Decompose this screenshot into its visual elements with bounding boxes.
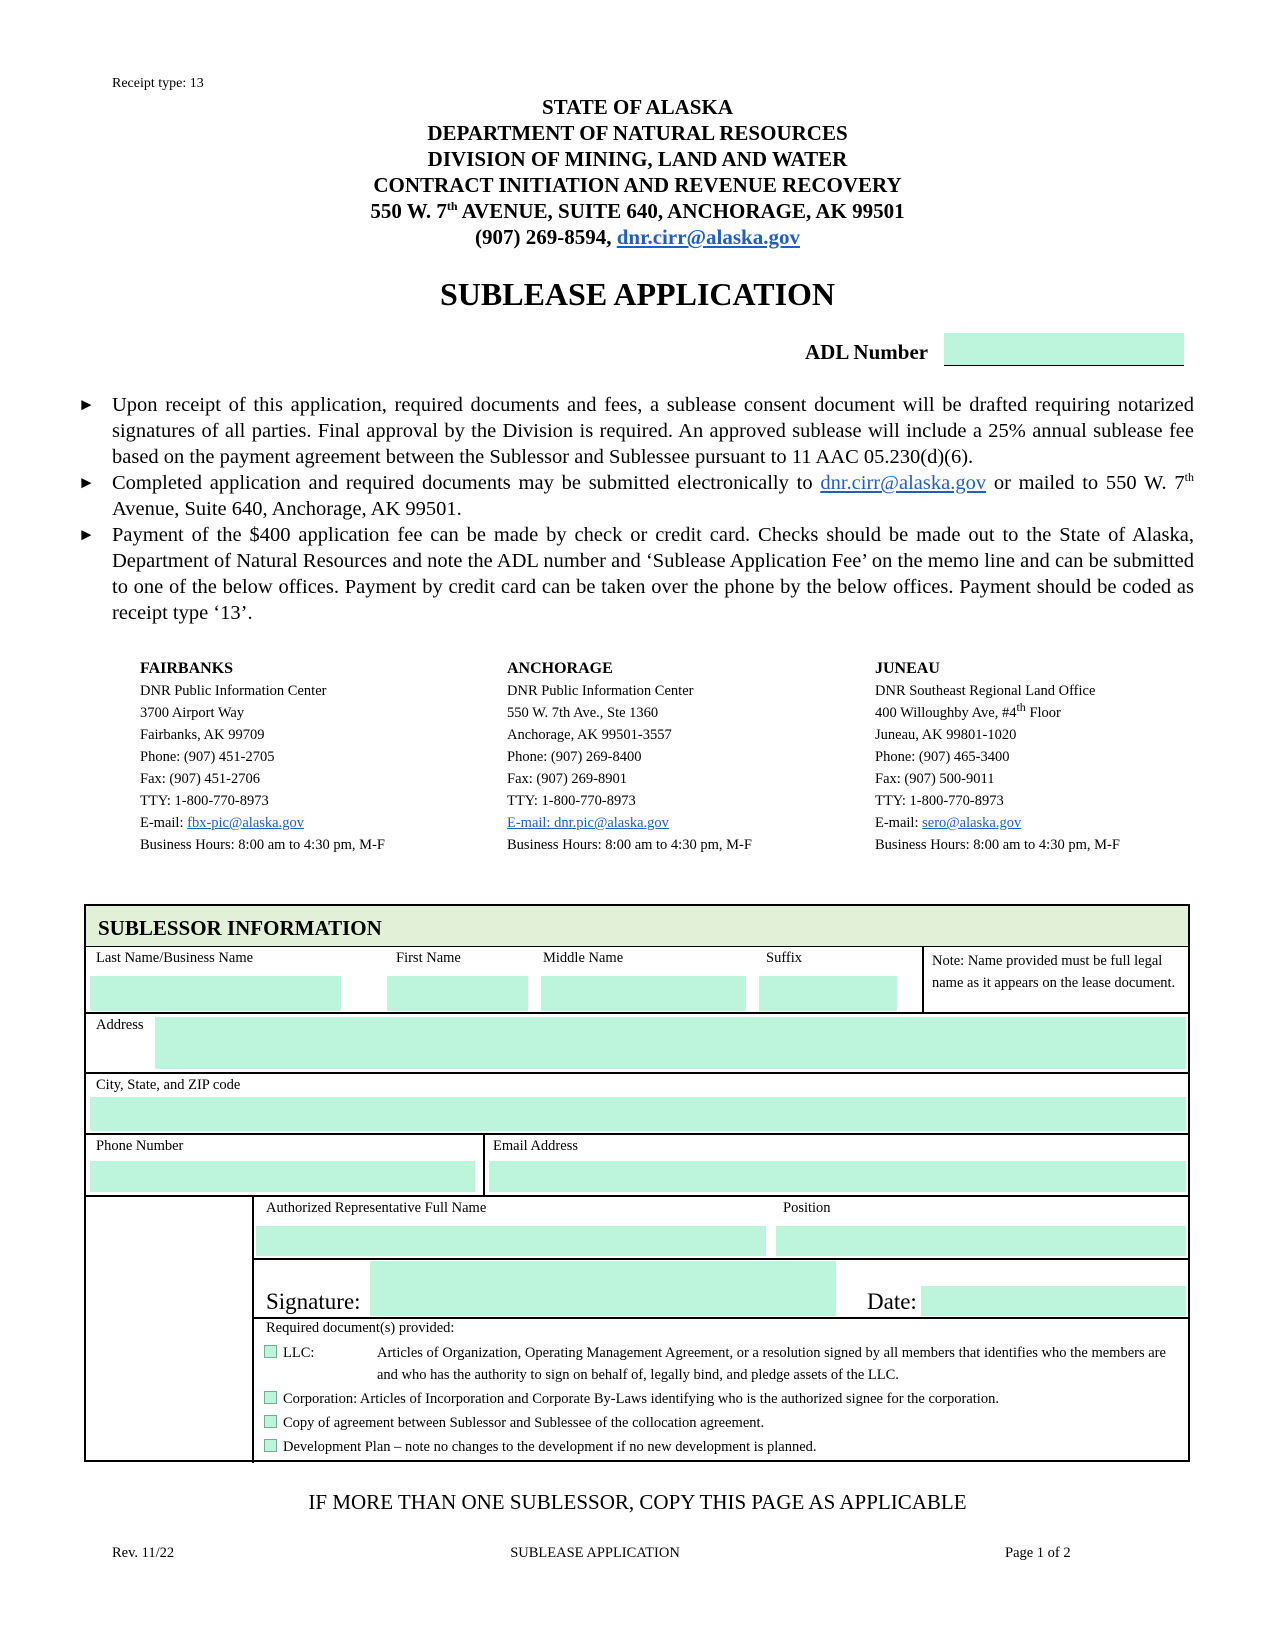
instruction-text-pre: Completed application and required documents may be submitted electronically to bbox=[112, 472, 821, 494]
doc-llc-text: Articles of Organization, Operating Management Agreement, or a resolution signed by all members that identifies who the members are and who has the authority to sign on behalf of, legally bind, and pledge assets of the LLC. bbox=[377, 1345, 1166, 1383]
first-name-label: First Name bbox=[396, 950, 461, 966]
left-column-divider bbox=[252, 1195, 254, 1463]
rep-name-input[interactable] bbox=[256, 1226, 766, 1256]
doc-agreement-row bbox=[264, 1412, 1184, 1434]
corporation-text: Corporation: Articles of Incorporation and Corporate By-Laws identifying who is the authorized signee for the corporation. bbox=[283, 1391, 999, 1407]
instruction-item bbox=[78, 392, 1194, 470]
office-name: ANCHORAGE bbox=[507, 660, 613, 677]
rep-name-label: Authorized Representative Full Name bbox=[266, 1200, 487, 1216]
position-input[interactable] bbox=[776, 1226, 1186, 1256]
header-address-pre: 550 W. 7 bbox=[370, 199, 447, 223]
office-phone: Phone: (907) 451-2705 bbox=[140, 749, 275, 765]
office-hours: Business Hours: 8:00 am to 4:30 pm, M-F bbox=[507, 837, 752, 853]
dev-plan-text: Development Plan – note no changes to the development if no new development is planned. bbox=[283, 1439, 817, 1455]
section-header bbox=[86, 906, 1188, 947]
email-address-input[interactable] bbox=[489, 1161, 1186, 1192]
header-phone: (907) 269-8594, bbox=[474, 225, 617, 249]
row-divider bbox=[252, 1317, 1190, 1319]
doc-llc-row bbox=[264, 1342, 364, 1364]
address-input[interactable] bbox=[155, 1017, 1186, 1069]
address-label: Address bbox=[96, 1017, 144, 1033]
doc-corporation-row bbox=[264, 1388, 1184, 1410]
position-label: Position bbox=[783, 1200, 831, 1216]
office-tty: TTY: 1-800-770-8973 bbox=[140, 793, 269, 809]
footer-revision: Rev. 11/22 bbox=[112, 1545, 175, 1561]
bullet-arrow-icon: ► bbox=[78, 525, 95, 544]
office-fairbanks bbox=[140, 658, 385, 856]
phone-number-label: Phone Number bbox=[96, 1138, 184, 1154]
instruction-email-link[interactable]: dnr.cirr@alaska.gov bbox=[820, 472, 987, 494]
office-hours: Business Hours: 8:00 am to 4:30 pm, M-F bbox=[875, 837, 1120, 853]
row-divider bbox=[86, 1072, 1188, 1074]
office-juneau bbox=[875, 658, 1120, 856]
email-address-label: Email Address bbox=[493, 1138, 578, 1154]
receipt-type: Receipt type: 13 bbox=[112, 76, 204, 91]
row-divider bbox=[86, 1012, 1188, 1014]
office-line: Anchorage, AK 99501-3557 bbox=[507, 727, 672, 743]
header-address-post: AVENUE, SUITE 640, ANCHORAGE, AK 99501 bbox=[457, 199, 905, 223]
city-state-zip-label: City, State, and ZIP code bbox=[96, 1077, 241, 1093]
header-address-sup: th bbox=[446, 199, 458, 213]
office-email-link[interactable]: E-mail: dnr.pic@alaska.gov bbox=[507, 815, 669, 831]
header-section: CONTRACT INITIATION AND REVENUE RECOVERY bbox=[373, 173, 902, 197]
instruction-item bbox=[78, 470, 1194, 522]
header-address bbox=[0, 198, 1275, 224]
dev-plan-checkbox[interactable] bbox=[264, 1439, 277, 1452]
adl-number-input[interactable] bbox=[944, 333, 1184, 366]
row-divider bbox=[252, 1258, 1190, 1260]
signature-field[interactable] bbox=[370, 1261, 836, 1316]
office-email-link[interactable]: sero@alaska.gov bbox=[922, 815, 1022, 831]
office-line: 550 W. 7th Ave., Ste 1360 bbox=[507, 705, 659, 721]
office-line: Fairbanks, AK 99709 bbox=[140, 727, 265, 743]
instruction-item bbox=[78, 522, 1194, 626]
office-fax: Fax: (907) 500-9011 bbox=[875, 771, 995, 787]
instruction-text: Upon receipt of this application, required documents and fees, a sublease consent document will be drafted requiring notarized signatures of all parties. Final approval by the Division is required. An approved sublease will include a 25% annual sublease fee based on the payment agreement between the Sublessor and Sublessee pursuant to 11 AAC 05.230(d)(6). bbox=[112, 394, 1194, 468]
header-department: DEPARTMENT OF NATURAL RESOURCES bbox=[427, 121, 848, 145]
copy-page-note: IF MORE THAN ONE SUBLESSOR, COPY THIS PAGE AS APPLICABLE bbox=[308, 1490, 967, 1514]
office-email bbox=[875, 812, 1120, 834]
name-note: Note: Name provided must be full legal name as it appears on the lease document. bbox=[932, 953, 1176, 991]
office-line: DNR Southeast Regional Land Office bbox=[875, 683, 1096, 699]
header-state: STATE OF ALASKA bbox=[542, 95, 733, 119]
footer-title: SUBLEASE APPLICATION bbox=[510, 1545, 680, 1561]
office-email-link[interactable]: fbx-pic@alaska.gov bbox=[187, 815, 304, 831]
office-phone: Phone: (907) 269-8400 bbox=[507, 749, 642, 765]
office-anchorage bbox=[507, 658, 752, 856]
middle-name-label: Middle Name bbox=[543, 950, 624, 966]
middle-name-input[interactable] bbox=[541, 976, 746, 1011]
row-divider bbox=[86, 1133, 1188, 1135]
office-line-pre: 400 Willoughby Ave, #4 bbox=[875, 705, 1017, 721]
instructions-list bbox=[78, 392, 1194, 626]
office-line: DNR Public Information Center bbox=[140, 683, 327, 699]
signature-label: Signature: bbox=[266, 1289, 361, 1314]
llc-label: LLC: bbox=[283, 1345, 315, 1361]
city-state-zip-input[interactable] bbox=[90, 1097, 1186, 1131]
office-line-sup: th bbox=[1016, 700, 1026, 715]
footer-page-number: Page 1 of 2 bbox=[1005, 1545, 1071, 1561]
suffix-input[interactable] bbox=[759, 976, 897, 1011]
instruction-text: Payment of the $400 application fee can be made by check or credit card. Checks should be made out to the State of Alaska, Department of Natural Resources and note the ADL number and ‘Sublease Application Fee’ on the memo line and can be submitted to one of the below offices. Payment by credit card can be taken over the phone by the below offices. Payment should be coded as receipt type ‘13’. bbox=[112, 524, 1194, 624]
office-line: Juneau, AK 99801-1020 bbox=[875, 727, 1017, 743]
instruction-text-post: Avenue, Suite 640, Anchorage, AK 99501. bbox=[112, 498, 462, 520]
office-line bbox=[875, 702, 1120, 724]
bullet-arrow-icon: ► bbox=[78, 473, 95, 492]
doc-dev-plan-row bbox=[264, 1436, 1184, 1458]
section-title: SUBLESSOR INFORMATION bbox=[98, 916, 382, 940]
adl-number-label: ADL Number bbox=[805, 340, 929, 364]
office-email bbox=[140, 812, 385, 834]
office-name: FAIRBANKS bbox=[140, 660, 234, 677]
phone-email-divider bbox=[483, 1133, 485, 1195]
date-label: Date: bbox=[867, 1289, 917, 1314]
office-phone: Phone: (907) 465-3400 bbox=[875, 749, 1010, 765]
suffix-label: Suffix bbox=[766, 950, 802, 966]
office-fax: Fax: (907) 451-2706 bbox=[140, 771, 261, 787]
header-email-link[interactable]: dnr.cirr@alaska.gov bbox=[616, 225, 800, 249]
agreement-text: Copy of agreement between Sublessor and Sublessee of the collocation agreement. bbox=[283, 1415, 765, 1431]
office-tty: TTY: 1-800-770-8973 bbox=[507, 793, 636, 809]
phone-number-input[interactable] bbox=[90, 1161, 475, 1192]
sublessor-form bbox=[84, 904, 1190, 1462]
corporation-checkbox[interactable] bbox=[264, 1391, 277, 1404]
office-line: DNR Public Information Center bbox=[507, 683, 694, 699]
header-contact bbox=[0, 224, 1275, 250]
header-division: DIVISION OF MINING, LAND AND WATER bbox=[427, 147, 848, 171]
note-divider bbox=[922, 946, 924, 1012]
bullet-arrow-icon: ► bbox=[78, 395, 95, 414]
llc-checkbox[interactable] bbox=[264, 1345, 277, 1358]
office-email-label: E-mail: bbox=[140, 815, 188, 831]
required-docs-label: Required document(s) provided: bbox=[266, 1320, 455, 1336]
last-name-input[interactable] bbox=[90, 976, 341, 1011]
date-input[interactable] bbox=[921, 1286, 1186, 1316]
office-fax: Fax: (907) 269-8901 bbox=[507, 771, 628, 787]
agreement-checkbox[interactable] bbox=[264, 1415, 277, 1428]
agency-header bbox=[0, 94, 1275, 250]
office-line-post: Floor bbox=[1025, 705, 1061, 721]
office-hours: Business Hours: 8:00 am to 4:30 pm, M-F bbox=[140, 837, 385, 853]
first-name-input[interactable] bbox=[387, 976, 528, 1011]
instruction-text-mid: or mailed to 550 W. 7 bbox=[986, 472, 1185, 494]
office-tty: TTY: 1-800-770-8973 bbox=[875, 793, 1004, 809]
last-name-label: Last Name/Business Name bbox=[96, 950, 254, 966]
page-title: SUBLEASE APPLICATION bbox=[439, 276, 836, 312]
office-line: 3700 Airport Way bbox=[140, 705, 245, 721]
office-email-label: E-mail: bbox=[875, 815, 923, 831]
office-name: JUNEAU bbox=[875, 660, 940, 677]
instruction-sup: th bbox=[1184, 470, 1194, 485]
